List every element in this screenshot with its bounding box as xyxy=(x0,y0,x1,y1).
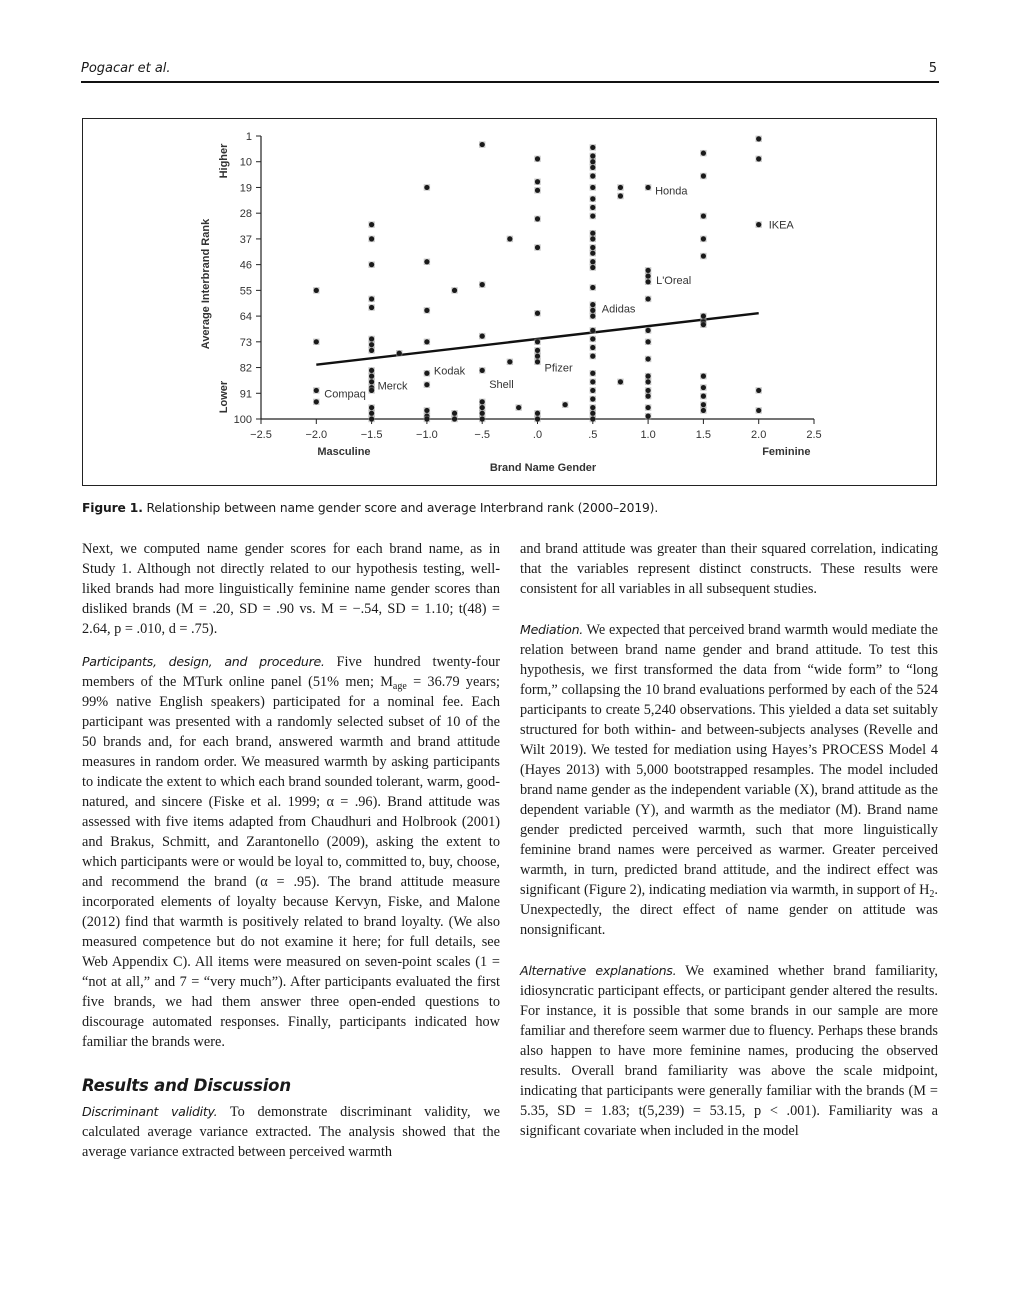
left-column xyxy=(82,539,500,1162)
data-point xyxy=(701,385,706,390)
data-point xyxy=(590,259,595,264)
data-point xyxy=(369,374,374,379)
data-point xyxy=(369,342,374,347)
data-point xyxy=(590,396,595,401)
figure-caption-text: Relationship between name gender score and average Interbrand rank (2000–2019). xyxy=(142,501,659,515)
data-point xyxy=(314,388,319,393)
data-point xyxy=(646,356,651,361)
data-point xyxy=(452,288,457,293)
y-tick-label: 73 xyxy=(239,336,252,349)
runin-heading-alternative: Alternative explanations. xyxy=(520,963,677,978)
data-point xyxy=(369,222,374,227)
x-tick-label: .0 xyxy=(532,429,543,441)
data-point xyxy=(701,236,706,241)
data-point xyxy=(480,142,485,147)
paragraph-text: We examined whether brand familiarity, idiosyncratic participant effects, or participant gender altered the results. For instance, it is possible that some brands in our sample are more familiar and therefore seem warmer due to fluency. Perhaps these brands also happen to have more feminine names, producing the observed results. Overall brand familiarity was above the scale midpoint, indicating that participants were generally familiar with the brands (M = 5.35, SD = 1.83; t(5,239) = 53.15, p < .001). Familiarity was a significant covariate when included in the model xyxy=(520,963,939,1139)
data-point xyxy=(646,328,651,333)
data-point xyxy=(590,302,595,307)
annotation-honda: Honda xyxy=(655,185,688,198)
data-point xyxy=(590,379,595,384)
data-point xyxy=(590,345,595,350)
data-point xyxy=(590,153,595,158)
paragraph-alternative-explanations xyxy=(520,961,938,1141)
y-tick-label: 28 xyxy=(239,208,252,221)
data-point xyxy=(590,196,595,201)
data-point xyxy=(701,394,706,399)
x-tick-label: 2.5 xyxy=(806,429,822,441)
data-point xyxy=(618,193,623,198)
scatter-chart xyxy=(83,119,938,487)
y-tick-label: 37 xyxy=(239,233,252,246)
data-point xyxy=(701,151,706,156)
header-rule xyxy=(81,81,939,83)
x-tick-label: 1.5 xyxy=(695,429,712,441)
data-point xyxy=(480,405,485,410)
y-tick-label: 100 xyxy=(233,414,252,426)
data-point xyxy=(646,185,651,190)
data-point xyxy=(535,156,540,161)
x-tick-label: −1.0 xyxy=(416,429,438,441)
data-point xyxy=(452,411,457,416)
x-tick-label: −2.0 xyxy=(305,429,328,441)
x-tick-label: −1.5 xyxy=(360,429,383,441)
data-point xyxy=(480,416,485,421)
data-point xyxy=(535,188,540,193)
data-point xyxy=(535,359,540,364)
data-point xyxy=(646,339,651,344)
paragraph-name-gender-scores: Next, we computed name gender scores for each brand name, as in Study 1. Although not directly related to our hypothesis testing, well-liked brands had more linguistically feminine name gender scores than disliked brands (M = .20, SD = .90 vs. M = −.54, SD = 1.10; t(48) = 2.64, p = .010, d = .75). xyxy=(82,541,500,637)
x-tick-label: −.5 xyxy=(474,429,491,441)
running-head-authors: Pogacar et al. xyxy=(81,61,171,76)
data-point xyxy=(646,388,651,393)
subscript: age xyxy=(392,681,407,692)
data-point xyxy=(590,313,595,318)
x-axis-left-label: Masculine xyxy=(317,446,371,458)
data-point xyxy=(424,339,429,344)
data-point xyxy=(701,322,706,327)
data-point xyxy=(646,268,651,273)
data-point xyxy=(535,348,540,353)
y-tick-label: 10 xyxy=(239,156,252,169)
data-point xyxy=(507,236,512,241)
data-point xyxy=(590,265,595,270)
data-point xyxy=(590,308,595,313)
data-point xyxy=(424,416,429,421)
subscript: 2 xyxy=(929,889,935,900)
data-point xyxy=(535,311,540,316)
paragraph-text: . Unexpectedly, the direct effect of name gender on attitude was nonsignificant. xyxy=(520,882,938,938)
y-tick-label: 82 xyxy=(239,362,252,375)
data-point xyxy=(701,253,706,258)
data-point xyxy=(701,374,706,379)
data-point xyxy=(480,399,485,404)
data-point xyxy=(424,185,429,190)
data-point xyxy=(756,136,761,141)
x-axis-title: Brand Name Gender xyxy=(489,462,597,474)
paragraph-text: = 36.79 years; 99% native English speakers) participated for a nominal fee. Each participant was presented with a randomly selected subset of 10 of the 50 brands and, for each brand, answered warmth and brand attitude measures in random order. We measured warmth by asking participants to indicate the extent to which each brand sounded tolerant, warm, good-natured, and sincere (Fiske et al. 1999; α = .96). Brand attitude was assessed with five items adapted from Chaudhuri and Holbrook (2001) and Brakus, Schmitt, and Zarantonello (2009), asking the extent to which participants were or would be loyal to, committed to, buy, choose, and recommend the brand (α = .95). The brand attitude measure incorporated elements of loyalty because Kervyn, Fiske, and Malone (2012) find that warmth is positively related to brand loyalty. (We also measured competence but do not examine it here; for full details, see Web Appendix C). All items were measured on seven-point scales (1 = “not at all,” and 7 = “very much”). After participants evaluated the first five brands, we had them answer three open-ended questions to discourage automated responses. Finally, participants indicated how familiar the brands were. xyxy=(82,674,500,1050)
data-point xyxy=(646,394,651,399)
x-tick-label: 1.0 xyxy=(640,429,656,441)
data-point xyxy=(369,416,374,421)
data-point xyxy=(369,262,374,267)
figure-1 xyxy=(82,118,937,486)
data-point xyxy=(590,336,595,341)
annotation-kodak: Kodak xyxy=(433,365,466,378)
section-heading-results: Results and Discussion xyxy=(82,1076,291,1095)
data-point xyxy=(590,231,595,236)
paragraph-text: We expected that perceived brand warmth would mediate the relation between brand name gender and brand attitude. To test this hypothesis, we first transformed the data from “wide form” to “long form,” collapsing the 10 brand evaluations performed by each of the 524 participants to create 5,240 observations. This yielded a data set suitably structured for both within- and between-subjects analyses (Revelle and Wilt 2019). We tested for mediation using Hayes’s PROCESS Model 4 (Hayes 2013) with 5,000 bootstrapped resamples. The model included brand name gender as the independent variable (X), brand attitude as the dependent variable (Y), and warmth as the mediator (M). Brand name gender predicted perceived warmth, such that more linguistically feminine brand names were perceived as warmer. Greater perceived warmth, in turn, predicted brand attitude, and the indirect effect was significant (Figure 2), indicating mediation via warmth, in support of H xyxy=(520,622,938,898)
data-point xyxy=(646,279,651,284)
data-point xyxy=(590,251,595,256)
data-point xyxy=(590,405,595,410)
y-axis-title: Average Interbrand Rank xyxy=(200,218,212,350)
data-point xyxy=(480,368,485,373)
data-point xyxy=(590,173,595,178)
data-point xyxy=(756,156,761,161)
data-point xyxy=(369,388,374,393)
data-point xyxy=(701,213,706,218)
data-point xyxy=(369,379,374,384)
data-point xyxy=(452,416,457,421)
data-point xyxy=(314,399,319,404)
data-point xyxy=(590,185,595,190)
data-point xyxy=(646,414,651,419)
page-number: 5 xyxy=(928,61,937,76)
data-point xyxy=(590,213,595,218)
annotation-shell: Shell xyxy=(489,378,514,391)
data-point xyxy=(535,416,540,421)
data-point xyxy=(369,296,374,301)
data-point xyxy=(535,216,540,221)
data-point xyxy=(424,382,429,387)
data-point xyxy=(480,282,485,287)
x-axis-right-label: Feminine xyxy=(762,446,811,458)
annotation-adidas: Adidas xyxy=(601,303,636,316)
data-point xyxy=(590,245,595,250)
data-point xyxy=(646,273,651,278)
annotation-loreal: L'Oreal xyxy=(656,274,692,287)
paragraph-text: To demonstrate discriminant validity, we calculated average variance extracted. The analysis showed that the average variance extracted between perceived warmth xyxy=(82,1104,500,1160)
paragraph-discriminant-validity xyxy=(82,1102,500,1162)
data-point xyxy=(701,313,706,318)
data-point xyxy=(590,236,595,241)
data-point xyxy=(480,411,485,416)
right-column xyxy=(520,539,938,1141)
data-point xyxy=(535,339,540,344)
runin-heading-discriminant: Discriminant validity. xyxy=(82,1104,218,1119)
data-point xyxy=(590,354,595,359)
data-point xyxy=(590,159,595,164)
data-point xyxy=(535,354,540,359)
data-point xyxy=(590,371,595,376)
paragraph-mediation xyxy=(520,620,938,940)
data-point xyxy=(507,359,512,364)
data-point xyxy=(590,416,595,421)
x-tick-label: .5 xyxy=(588,429,598,441)
paragraph-participants xyxy=(82,652,500,1052)
figure-caption xyxy=(82,501,658,515)
data-point xyxy=(314,339,319,344)
data-point xyxy=(756,388,761,393)
data-point xyxy=(535,245,540,250)
paragraph-distinct-constructs: and brand attitude was greater than their squared correlation, indicating that the variables represent distinct constructs. These results were consistent for all variables in all subsequent studies. xyxy=(520,541,938,597)
data-point xyxy=(590,285,595,290)
data-point xyxy=(424,371,429,376)
y-tick-label: 64 xyxy=(239,311,252,324)
data-point xyxy=(424,259,429,264)
y-tick-label: 19 xyxy=(239,182,252,195)
data-point xyxy=(424,308,429,313)
y-tick-label: 55 xyxy=(239,285,252,298)
data-point xyxy=(646,374,651,379)
data-point xyxy=(516,405,521,410)
figure-caption-label: Figure 1. xyxy=(82,501,143,515)
paragraph-text: Five hundred twenty-four members of the MTurk online panel (51% men; M xyxy=(82,654,501,690)
data-point xyxy=(590,145,595,150)
data-point xyxy=(535,411,540,416)
data-point xyxy=(590,388,595,393)
data-point xyxy=(646,296,651,301)
data-point xyxy=(563,402,568,407)
data-point xyxy=(535,179,540,184)
data-point xyxy=(701,402,706,407)
data-point xyxy=(756,408,761,413)
data-point xyxy=(590,205,595,210)
annotation-compaq: Compaq xyxy=(324,388,366,401)
annotation-ikea: IKEA xyxy=(768,219,794,232)
runin-heading-mediation: Mediation. xyxy=(520,622,583,637)
data-point xyxy=(480,334,485,339)
running-head xyxy=(81,61,939,81)
data-point xyxy=(646,405,651,410)
data-point xyxy=(590,411,595,416)
data-point xyxy=(756,222,761,227)
data-point xyxy=(618,379,623,384)
data-point xyxy=(618,185,623,190)
data-point xyxy=(590,165,595,170)
data-point xyxy=(369,368,374,373)
data-point xyxy=(369,336,374,341)
annotation-merck: Merck xyxy=(377,380,408,393)
data-point xyxy=(369,305,374,310)
x-tick-label: 2.0 xyxy=(751,429,767,441)
data-point xyxy=(590,328,595,333)
runin-heading-participants: Participants, design, and procedure. xyxy=(82,654,325,669)
data-point xyxy=(369,405,374,410)
data-point xyxy=(701,408,706,413)
data-point xyxy=(369,236,374,241)
annotation-pfizer: Pfizer xyxy=(544,362,573,375)
y-tick-label: 1 xyxy=(245,131,252,143)
data-point xyxy=(369,348,374,353)
data-point xyxy=(424,408,429,413)
x-tick-label: −2.5 xyxy=(250,429,272,441)
data-point xyxy=(369,411,374,416)
y-axis-bottom-label: Lower xyxy=(218,380,230,414)
y-axis-top-label: Higher xyxy=(218,143,230,179)
data-point xyxy=(314,288,319,293)
y-tick-label: 91 xyxy=(239,388,252,401)
data-point xyxy=(646,379,651,384)
data-point xyxy=(701,173,706,178)
data-point xyxy=(397,351,402,356)
y-tick-label: 46 xyxy=(239,259,252,272)
